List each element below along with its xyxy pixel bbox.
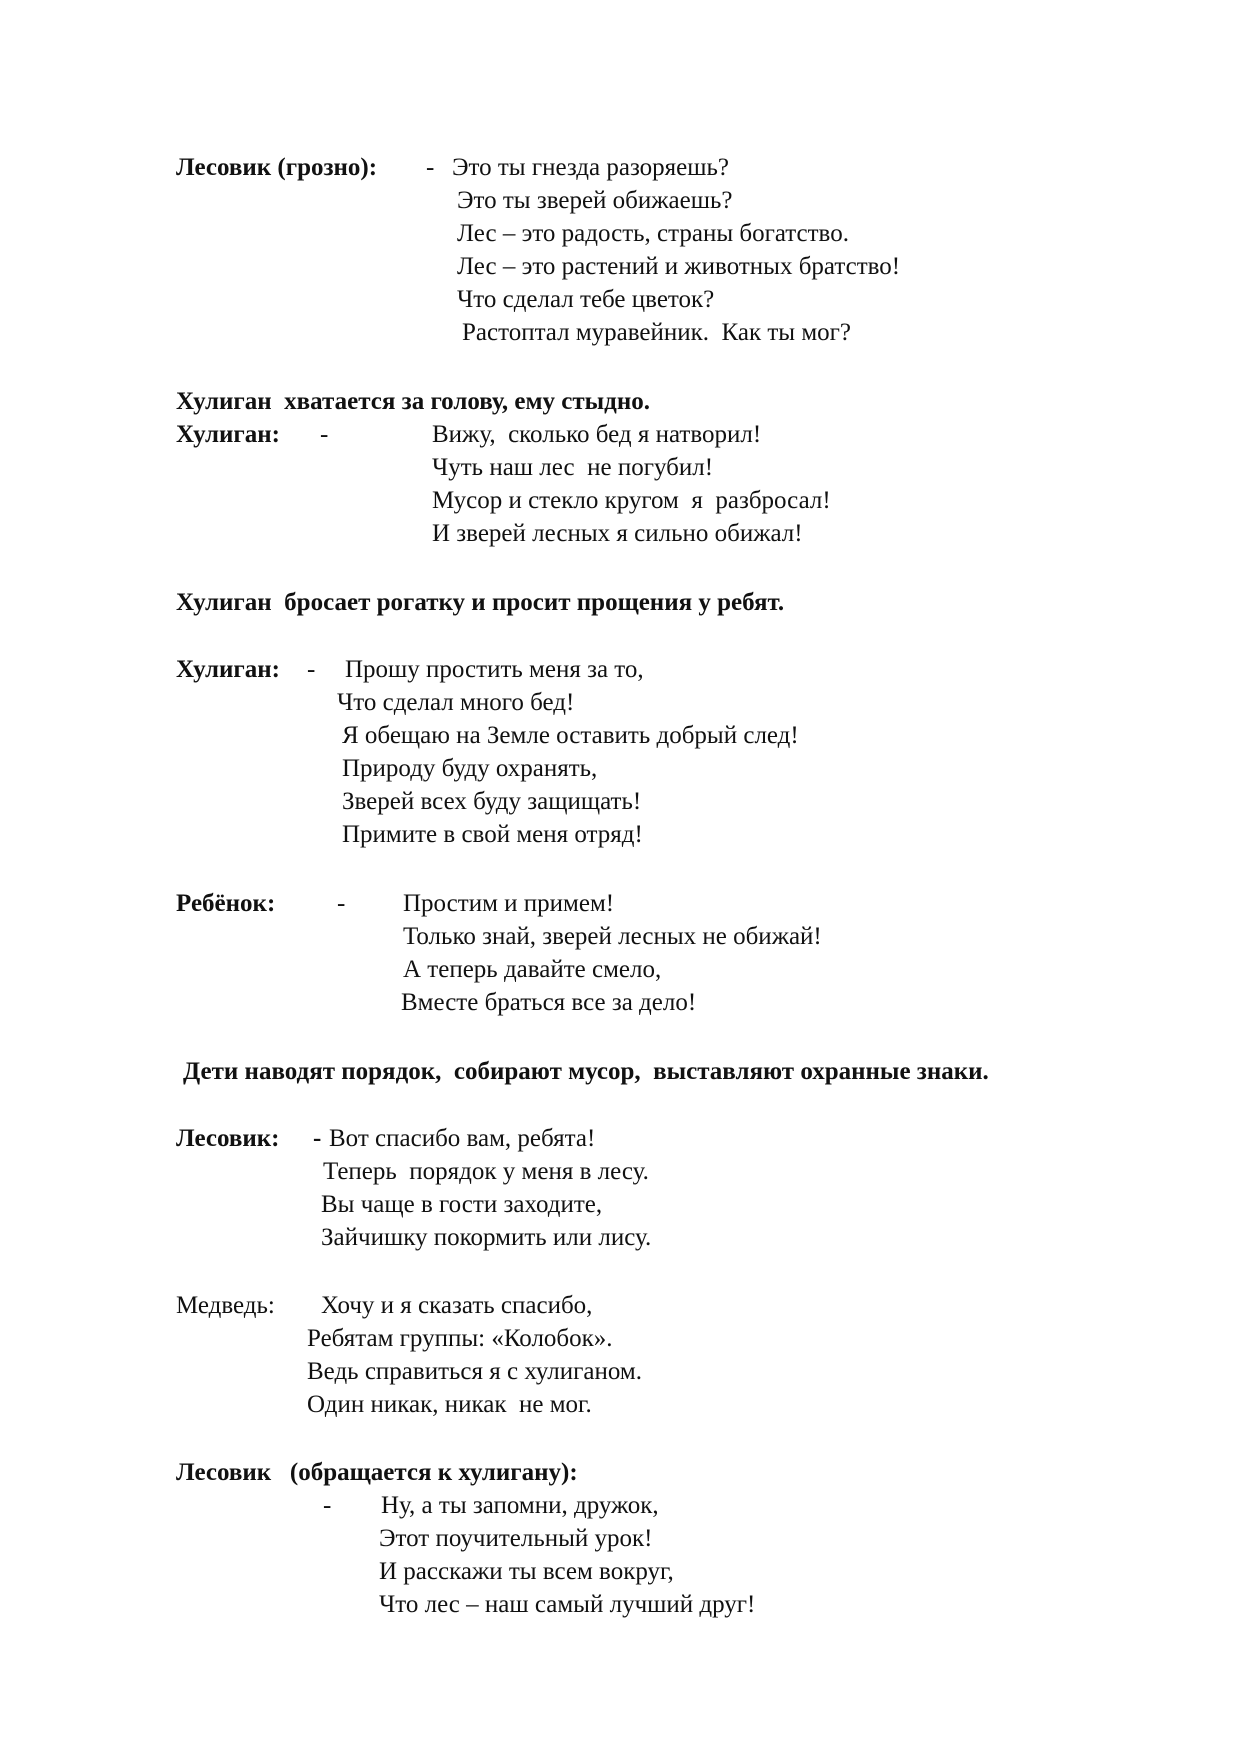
verse-line: Примите в свой меня отряд! — [342, 821, 643, 848]
verse-line: И расскажи ты всем вокруг, — [379, 1558, 674, 1585]
dash: - — [323, 1492, 332, 1519]
verse-line: Мусор и стекло кругом я разбросал! — [432, 487, 831, 514]
verse-line: Только знай, зверей лесных не обижай! — [403, 923, 822, 950]
stage-direction-2: Хулиган бросает рогатку и просит прощения у ребят. — [176, 589, 785, 616]
dash: - — [426, 154, 435, 181]
verse-line: А теперь давайте смело, — [403, 956, 662, 983]
verse-line: Один никак, никак не мог. — [307, 1391, 592, 1418]
verse-line: Вижу, сколько бед я натворил! — [432, 421, 762, 448]
verse-line: Это ты гнезда разоряешь? — [452, 154, 730, 181]
verse-line: Чуть наш лес не погубил! — [432, 454, 714, 481]
speaker-rebenok: Ребёнок: — [176, 890, 276, 917]
verse-line: Ведь справиться я с хулиганом. — [307, 1358, 642, 1385]
verse-line: Простим и примем! — [403, 890, 615, 917]
verse-line: Я обещаю на Земле оставить добрый след! — [342, 722, 799, 749]
verse-line: Лес – это растений и животных братство! — [457, 253, 901, 280]
speaker-huligan-1: Хулиган: — [176, 421, 280, 448]
dash: - — [307, 656, 316, 683]
verse-line: Вместе браться все за дело! — [401, 989, 697, 1016]
verse-line: Ребятам группы: «Колобок». — [307, 1325, 613, 1352]
verse-line: Растоптал муравейник. Как ты мог? — [462, 319, 852, 346]
speaker-lesovik-1: Лесовик (грозно): — [176, 154, 378, 181]
verse-line: Это ты зверей обижаешь? — [457, 187, 733, 214]
verse-line: И зверей лесных я сильно обижал! — [432, 520, 803, 547]
verse-line: Лес – это радость, страны богатство. — [457, 220, 849, 247]
verse-line: Прошу простить меня за то, — [345, 656, 644, 683]
dash: - — [337, 890, 346, 917]
verse-line: Вы чаще в гости заходите, — [321, 1191, 603, 1218]
verse-line: Теперь порядок у меня в лесу. — [323, 1158, 649, 1185]
verse-line: Вот спасибо вам, ребята! — [329, 1125, 596, 1152]
verse-line: Что сделал тебе цветок? — [457, 286, 715, 313]
stage-direction-3: Дети наводят порядок, собирают мусор, выставляют охранные знаки. — [183, 1058, 989, 1085]
verse-line: Что лес – наш самый лучший друг! — [379, 1591, 756, 1618]
dash: - — [313, 1125, 322, 1152]
dash: - — [320, 421, 329, 448]
verse-line: Зверей всех буду защищать! — [342, 788, 642, 815]
speaker-lesovik-3: Лесовик (обращается к хулигану): — [176, 1459, 578, 1486]
verse-line: Природу буду охранять, — [342, 755, 598, 782]
verse-line: Хочу и я сказать спасибо, — [321, 1292, 593, 1319]
speaker-medved: Медведь: — [176, 1292, 275, 1319]
verse-line: Что сделал много бед! — [337, 689, 575, 716]
verse-line: Этот поучительный урок! — [379, 1525, 653, 1552]
verse-line: Зайчишку покормить или лису. — [321, 1224, 652, 1251]
verse-line: Ну, а ты запомни, дружок, — [381, 1492, 659, 1519]
stage-direction-1: Хулиган хватается за голову, ему стыдно. — [176, 388, 650, 415]
speaker-lesovik-2: Лесовик: — [176, 1125, 280, 1152]
speaker-huligan-2: Хулиган: — [176, 656, 280, 683]
